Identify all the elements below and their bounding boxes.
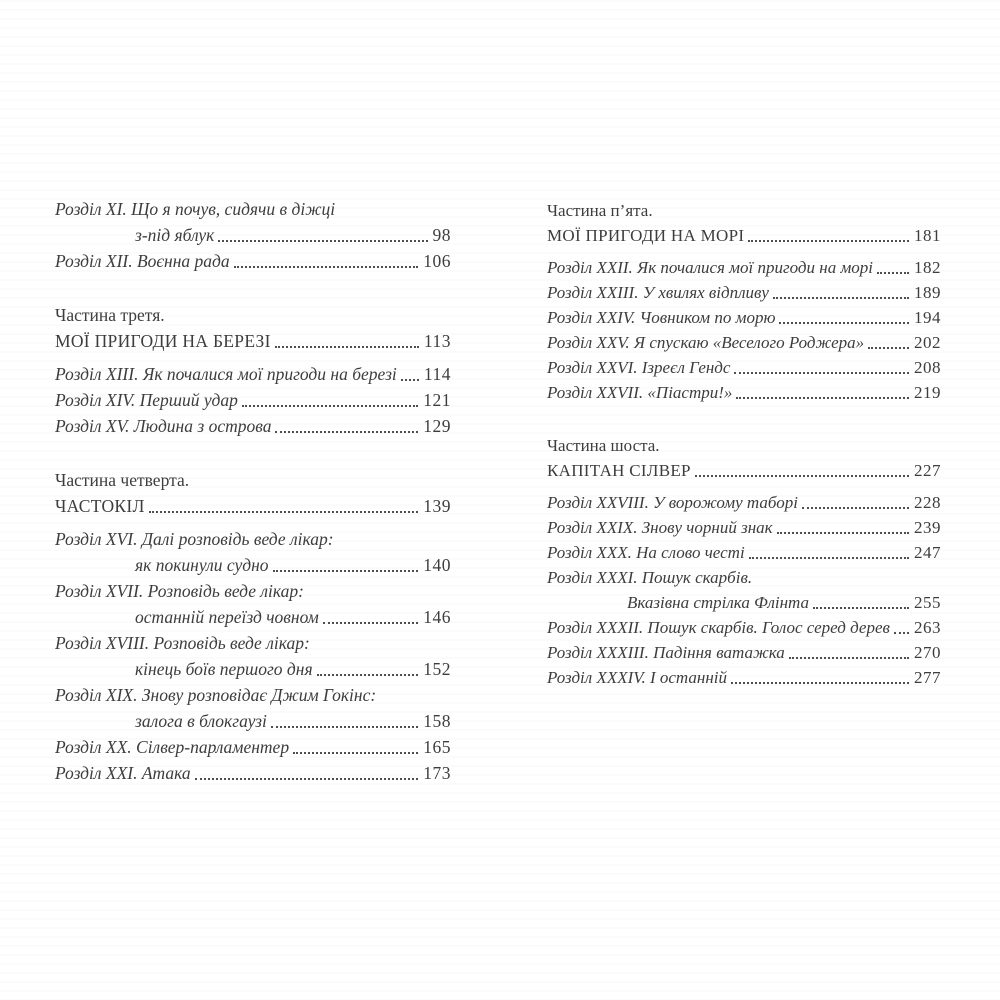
toc-entry-line <box>55 196 451 222</box>
toc-entry-line-text: Розділ XXIX. Знову чорний знак <box>547 518 773 537</box>
toc-entry-line-text: Розділ XVII. Розповідь веде лікар: <box>55 581 304 601</box>
dot-leader <box>877 272 909 274</box>
toc-entry-line-text: Розділ XIII. Як почалися мої пригоди на березі <box>55 364 397 384</box>
toc-entry-line-text: Розділ XXV. Я спускаю «Веселого Роджера» <box>547 333 865 352</box>
toc-entry-line <box>547 280 941 305</box>
part-label-text: Частина п’ята. <box>547 201 653 220</box>
part-title <box>55 328 451 354</box>
toc-entry-line-text: Вказівна стрілка Флінта <box>627 593 810 612</box>
page-number: 202 <box>914 333 941 352</box>
page-number: 194 <box>914 308 941 327</box>
toc-entry-line-text: Розділ XVI. Далі розповідь веде лікар: <box>55 529 334 549</box>
toc-entry-line-text: Розділ XIV. Перший удар <box>55 390 238 410</box>
dot-leader <box>293 752 418 754</box>
toc-column-right <box>547 198 941 690</box>
toc-entry-line-text: з-під яблук <box>135 225 215 245</box>
part-title-text: МОЇ ПРИГОДИ НА МОРІ <box>547 226 745 245</box>
dot-leader <box>242 405 418 407</box>
dot-leader <box>773 297 909 299</box>
dot-leader <box>748 240 909 242</box>
toc-entry-line-text: Розділ XI. Що я почув, сидячи в діжці <box>55 199 336 219</box>
toc-entry-line <box>547 540 941 565</box>
page-number: 270 <box>914 643 941 662</box>
page-number: 181 <box>914 226 941 245</box>
page-number: 227 <box>914 461 941 480</box>
toc-entry-line-text: Розділ XV. Людина з острова <box>55 416 272 436</box>
page-number: 139 <box>423 496 451 516</box>
toc-entry-line-text: останній переїзд човном <box>135 607 319 627</box>
toc-entry-line-text: Розділ XVIII. Розповідь веде лікар: <box>55 633 310 653</box>
toc-section <box>55 467 451 786</box>
page-number: 146 <box>423 607 451 627</box>
page-number: 208 <box>914 358 941 377</box>
dot-leader <box>273 570 419 572</box>
toc-entry-line <box>55 526 451 552</box>
part-label-text: Частина четверта. <box>55 470 190 490</box>
toc-entry-line <box>547 330 941 355</box>
toc-entry-line-text: Розділ XXVIII. У ворожому таборі <box>547 493 798 512</box>
toc-entry-line <box>55 387 451 413</box>
toc-section <box>55 302 451 439</box>
toc-entry-line <box>547 565 941 590</box>
dot-leader <box>195 778 419 780</box>
page-number: 129 <box>423 416 451 436</box>
toc-section <box>547 433 941 690</box>
dot-leader <box>731 682 909 684</box>
toc-entry-line-text: Розділ XII. Воєнна рада <box>55 251 230 271</box>
page-number: 247 <box>914 543 941 562</box>
toc-entry-line-text: як покинули судно <box>135 555 269 575</box>
page-number: 219 <box>914 383 941 402</box>
toc-entry-line-text: Розділ XXXII. Пошук скарбів. Голос серед дерев <box>547 618 890 637</box>
part-label <box>547 433 941 458</box>
toc-entry-line <box>547 640 941 665</box>
toc-entry-line-text: Розділ XXXI. Пошук скарбів. <box>547 568 753 587</box>
toc-entry-line-text: Розділ XXIII. У хвилях відпливу <box>547 283 769 302</box>
toc-entry-line-text: Розділ XXI. Атака <box>55 763 191 783</box>
toc-section <box>55 196 451 274</box>
dot-leader <box>234 266 419 268</box>
page-number: 158 <box>423 711 451 731</box>
dot-leader <box>275 346 419 348</box>
toc-entry-line <box>55 361 451 387</box>
toc-entry-line-text: залога в блокгаузі <box>135 711 267 731</box>
dot-leader <box>275 431 418 433</box>
dot-leader <box>734 372 909 374</box>
dot-leader <box>323 622 418 624</box>
dot-leader <box>789 657 909 659</box>
toc-entry-line <box>547 515 941 540</box>
part-title-text: ЧАСТОКІЛ <box>55 496 145 516</box>
page-number: 165 <box>423 737 451 757</box>
toc-entry-line-text: Розділ XXII. Як почалися мої пригоди на морі <box>547 258 874 277</box>
part-label <box>55 302 451 328</box>
page-number: 113 <box>423 331 451 351</box>
page-number: 228 <box>914 493 941 512</box>
page-number: 173 <box>423 763 451 783</box>
page-number: 121 <box>423 390 451 410</box>
toc-column-left <box>55 196 451 786</box>
page-number: 189 <box>914 283 941 302</box>
page-number: 239 <box>914 518 941 537</box>
part-label-text: Частина шоста. <box>547 436 660 455</box>
toc-entry-line <box>55 682 451 708</box>
toc-entry-line <box>547 665 941 690</box>
page-number: 114 <box>423 364 451 384</box>
page-number: 263 <box>914 618 941 637</box>
toc-entry-line <box>547 590 941 615</box>
dot-leader <box>401 379 419 381</box>
toc-entry-line-text: Розділ XX. Сілвер-парламентер <box>55 737 290 757</box>
toc-entry-line <box>55 630 451 656</box>
page-number: 255 <box>914 593 941 612</box>
page-number: 140 <box>423 555 451 575</box>
part-title <box>547 223 941 248</box>
toc-entry-line <box>55 708 451 734</box>
toc-entry-line-text: кінець боїв першого дня <box>135 659 313 679</box>
dot-leader <box>149 511 419 513</box>
toc-entry-line <box>55 734 451 760</box>
page-number: 152 <box>423 659 451 679</box>
toc-entry-line <box>547 490 941 515</box>
toc-entry-line <box>55 604 451 630</box>
page-number: 98 <box>432 225 451 245</box>
part-title <box>547 458 941 483</box>
part-label <box>547 198 941 223</box>
toc-entry-line <box>55 760 451 786</box>
toc-entry-line <box>55 413 451 439</box>
toc-entry-line <box>55 578 451 604</box>
page-number: 182 <box>914 258 941 277</box>
dot-leader <box>749 557 909 559</box>
toc-section <box>547 198 941 405</box>
dot-leader <box>317 674 419 676</box>
toc-entry-line <box>547 615 941 640</box>
dot-leader <box>802 507 909 509</box>
toc-entry-line <box>547 305 941 330</box>
dot-leader <box>271 726 418 728</box>
toc-entry-line <box>55 248 451 274</box>
dot-leader <box>779 322 909 324</box>
dot-leader <box>894 632 909 634</box>
part-title-text: МОЇ ПРИГОДИ НА БЕРЕЗІ <box>55 331 271 351</box>
part-title-text: КАПІТАН СІЛВЕР <box>547 461 691 480</box>
toc-entry-line <box>547 355 941 380</box>
dot-leader <box>736 397 909 399</box>
toc-entry-line-text: Розділ XXXIII. Падіння ватажка <box>547 643 785 662</box>
toc-entry-line-text: Розділ XXIV. Човником по морю <box>547 308 776 327</box>
toc-entry-line <box>55 552 451 578</box>
toc-entry-line-text: Розділ XXVII. «Піастри!» <box>547 383 733 402</box>
dot-leader <box>777 532 909 534</box>
page-number: 106 <box>423 251 451 271</box>
part-title <box>55 493 451 519</box>
toc-entry-line-text: Розділ XXXIV. І останній <box>547 668 727 687</box>
dot-leader <box>813 607 909 609</box>
dot-leader <box>218 240 427 242</box>
toc-entry-line <box>547 380 941 405</box>
toc-entry-line-text: Розділ XXX. На слово честі <box>547 543 745 562</box>
part-label <box>55 467 451 493</box>
dot-leader <box>868 347 909 349</box>
toc-entry-line-text: Розділ XIX. Знову розповідає Джим Гокінс: <box>55 685 377 705</box>
toc-entry-line <box>547 255 941 280</box>
part-label-text: Частина третя. <box>55 305 165 325</box>
toc-entry-line <box>55 222 451 248</box>
dot-leader <box>695 475 909 477</box>
page-number: 277 <box>914 668 941 687</box>
toc-entry-line-text: Розділ XXVI. Ізреєл Гендс <box>547 358 731 377</box>
toc-entry-line <box>55 656 451 682</box>
